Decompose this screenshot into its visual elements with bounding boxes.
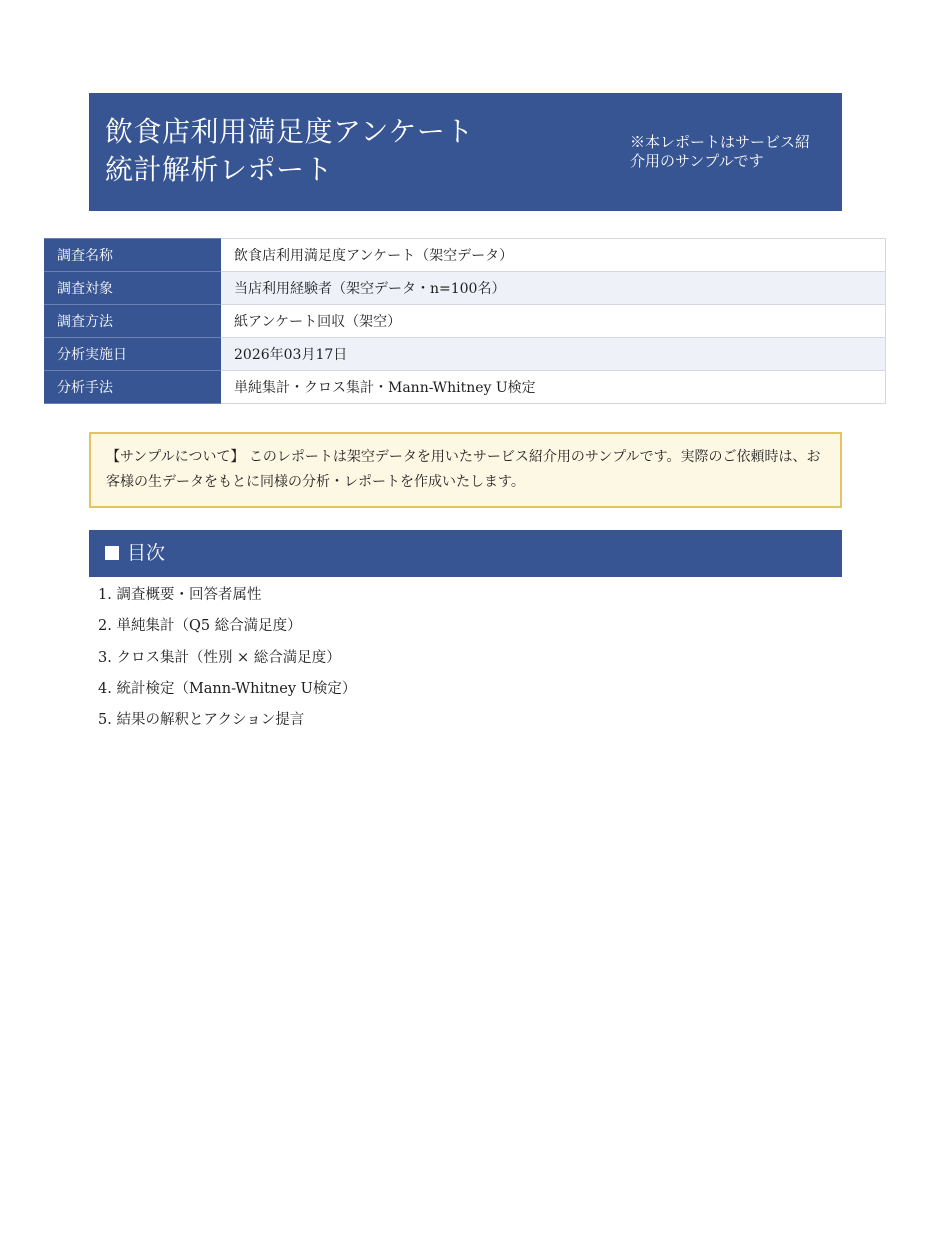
square-bullet-icon xyxy=(105,546,119,560)
info-label-target: 調査対象 xyxy=(44,272,221,305)
sample-note-line2: 客様の生データをもとに同様の分析・レポートを作成いたします。 xyxy=(106,474,525,490)
info-value-survey-name: 飲食店利用満足度アンケート（架空データ） xyxy=(221,239,886,272)
info-label-technique: 分析手法 xyxy=(44,371,221,404)
toc-item-cross-tabulation[interactable]: 3. クロス集計（性別 × 総合満足度） xyxy=(98,649,341,666)
survey-info-table xyxy=(44,238,886,404)
report-title xyxy=(105,113,474,189)
info-label-survey-name: 調査名称 xyxy=(44,239,221,272)
sample-disclaimer xyxy=(630,133,830,171)
toc-item-interpretation[interactable]: 5. 結果の解釈とアクション提言 xyxy=(98,712,305,729)
sample-disclaimer-line2: 介用のサンプルです xyxy=(630,152,764,170)
info-label-method: 調査方法 xyxy=(44,305,221,338)
title-banner xyxy=(89,93,842,211)
toc-header xyxy=(89,530,842,577)
info-value-target: 当店利用経験者（架空データ・n=100名） xyxy=(221,272,886,305)
info-value-date: 2026年03月17日 xyxy=(221,338,886,371)
info-value-technique: 単純集計・クロス集計・Mann-Whitney U検定 xyxy=(221,371,886,404)
table-row xyxy=(44,305,886,338)
report-title-line2: 統計解析レポート xyxy=(105,153,334,186)
toc-heading: 目次 xyxy=(127,542,166,564)
toc-item-overview[interactable]: 1. 調査概要・回答者属性 xyxy=(98,587,262,603)
table-row xyxy=(44,239,886,272)
toc-item-statistical-test[interactable]: 4. 統計検定（Mann-Whitney U検定） xyxy=(98,680,357,697)
table-row xyxy=(44,338,886,371)
sample-note-box xyxy=(89,432,842,508)
toc-item-simple-tabulation[interactable]: 2. 単純集計（Q5 総合満足度） xyxy=(98,618,302,635)
sample-disclaimer-line1: ※本レポートはサービス紹 xyxy=(630,133,811,151)
info-label-date: 分析実施日 xyxy=(44,338,221,371)
sample-note-line1: 【サンプルについて】 このレポートは架空データを用いたサービス紹介用のサンプルです。実際のご依頼時は、お xyxy=(106,449,821,465)
info-value-method: 紙アンケート回収（架空） xyxy=(221,305,886,338)
table-row xyxy=(44,371,886,404)
report-title-line1: 飲食店利用満足度アンケート xyxy=(105,115,474,148)
toc-list xyxy=(98,582,356,738)
table-row xyxy=(44,272,886,305)
